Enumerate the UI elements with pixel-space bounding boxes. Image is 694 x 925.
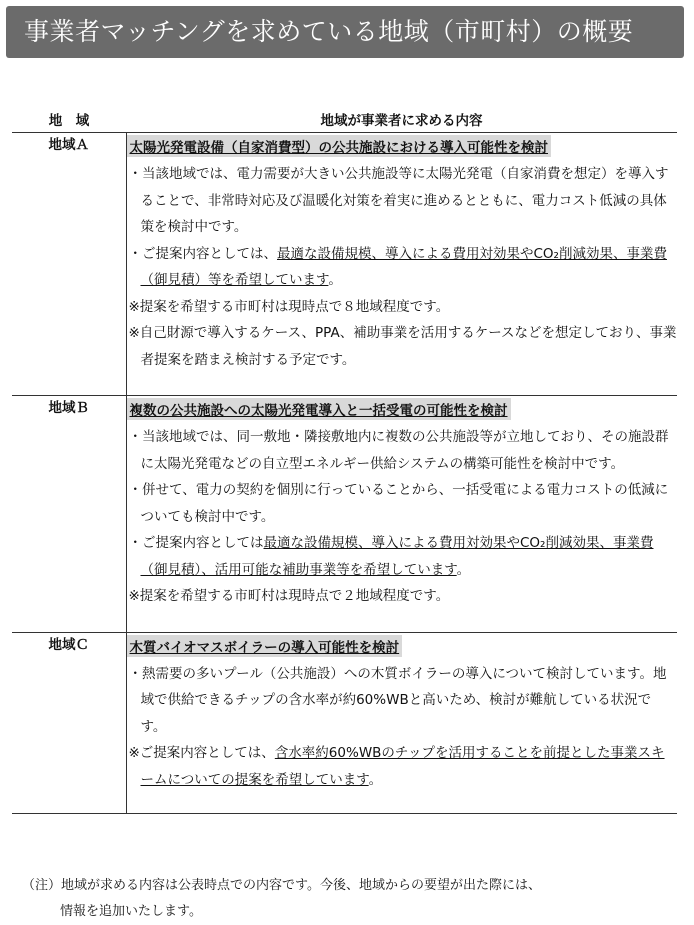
underlined-text: 最適な設備規模、導入による費用対効果やCO₂削減効果、事業費（御見積）等を希望しています — [140, 245, 667, 288]
region-paragraph — [127, 241, 678, 294]
regions-table — [12, 106, 677, 814]
region-note: ※提案を希望する市町村は現時点で２地域程度です。 — [128, 588, 450, 604]
region-note: ※自己財源で導入するケース、PPA、補助事業を活用するケースなどを想定しており、事業者提案を踏まえ検討する予定です。 — [128, 325, 677, 368]
table-row — [12, 396, 677, 633]
footnote-line: 情報を追加いたします。 — [60, 904, 202, 919]
region-paragraph: ・熱需要の多いプール（公共施設）への木質ボイラーの導入について検討しています。地域で供給できるチップの含水率が約60%WBと高いため、検討が難航している状況です。 — [128, 665, 667, 735]
paragraph-text: 。 — [456, 561, 471, 578]
table-header-row — [12, 106, 677, 133]
page-title: 事業者マッチングを求めている地域（市町村）の概要 — [6, 6, 684, 58]
paragraph-text: ・ご提案内容としては、 — [128, 245, 277, 262]
region-heading: 太陽光発電設備（自家消費型）の公共施設における導入可能性を検討 — [127, 135, 552, 157]
region-content — [126, 133, 677, 396]
region-heading: 複数の公共施設への太陽光発電導入と一括受電の可能性を検討 — [127, 398, 511, 420]
table-row — [12, 133, 677, 396]
underlined-text: 含水率約60%WBのチップを活用することを前提とした事業スキームについての提案を希望しています — [140, 745, 665, 788]
region-paragraph: ・併せて、電力の契約を個別に行っていることから、一括受電による電力コストの低減についても検討中です。 — [128, 482, 669, 525]
region-name: 地域Ｃ — [12, 632, 126, 814]
footnote — [22, 873, 662, 925]
region-paragraph: ・当該地域では、同一敷地・隣接敷地内に複数の公共施設等が立地しており、その施設群に太陽光発電などの自立型エネルギー供給システムの構築可能性を検討中です。 — [128, 429, 669, 472]
region-note — [127, 740, 678, 793]
region-name: 地域Ｂ — [12, 396, 126, 633]
region-content — [126, 632, 677, 814]
region-name: 地域Ａ — [12, 133, 126, 396]
paragraph-text: ※ご提案内容としては、 — [128, 745, 275, 761]
paragraph-text: 。 — [328, 272, 342, 288]
table-row — [12, 632, 677, 814]
paragraph-text: 。 — [368, 771, 383, 788]
region-paragraph: ・当該地域では、電力需要が大きい公共施設等に太陽光発電（自家消費を想定）を導入することで、非常時対応及び温暖化対策を着実に進めるとともに、電力コスト低減の具体策を検討中です。 — [128, 166, 669, 235]
header-region: 地 域 — [12, 106, 126, 133]
header-content: 地域が事業者に求める内容 — [126, 106, 677, 133]
region-heading: 木質バイオマスボイラーの導入可能性を検討 — [127, 635, 403, 657]
region-paragraph — [127, 530, 678, 583]
underlined-text: 最適な設備規模、導入による費用対効果やCO₂削減効果、事業費（御見積）、活用可能な補助事業等を希望しています — [140, 535, 654, 578]
footnote-line: （注）地域が求める内容は公表時点での内容です。今後、地域からの要望が出た際には、 — [22, 878, 541, 893]
paragraph-text: ・ご提案内容としては — [128, 535, 264, 551]
region-note: ※提案を希望する市町村は現時点で８地域程度です。 — [128, 298, 450, 315]
region-content — [126, 396, 677, 633]
